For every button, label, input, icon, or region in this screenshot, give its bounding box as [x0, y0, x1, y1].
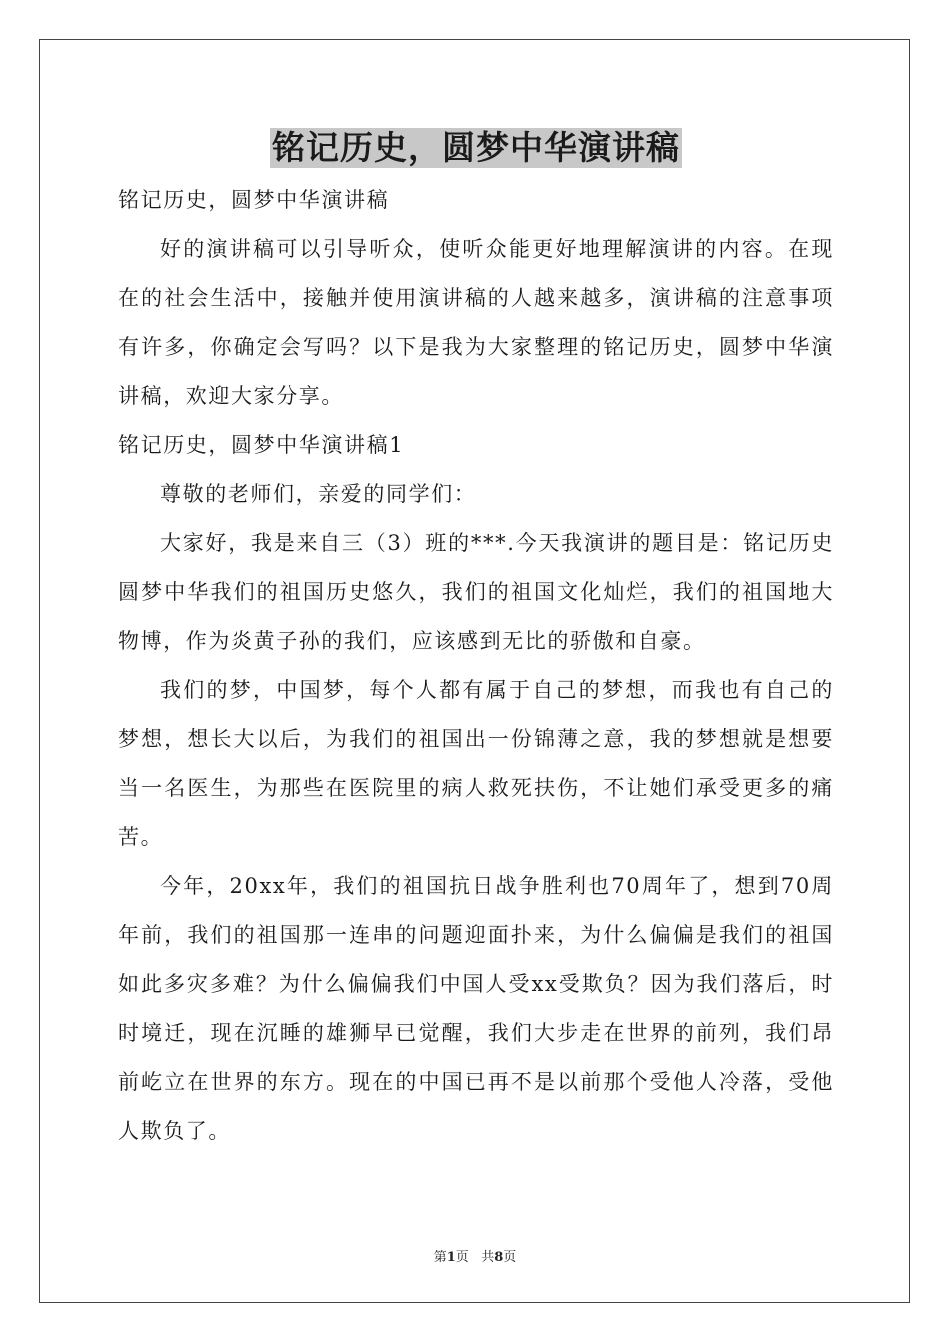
- document-title: [118, 126, 834, 170]
- document-title-text: 铭记历史，圆梦中华演讲稿: [272, 128, 680, 167]
- section-heading: 铭记历史，圆梦中华演讲稿1: [118, 433, 405, 457]
- document-body: [118, 126, 834, 1156]
- page-prefix: 第: [433, 1250, 447, 1265]
- total-prefix: 共: [481, 1250, 495, 1265]
- body-paragraph: 尊敬的老师们，亲爱的同学们：: [160, 482, 477, 506]
- page-footer: [0, 1246, 950, 1265]
- total-pages: 8: [494, 1250, 504, 1265]
- body-paragraph: 今年，20xx年，我们的祖国抗日战争胜利也70周年了，想到70周年前，我们的祖国那一连串的问题迎面扑来，为什么偏偏是我们的祖国如此多灾多难？为什么偏偏我们中国人受xx受欺负？因为我们落后，时时境迁，现在沉睡的雄狮早已觉醒，我们大步走在世界的前列，我们昂前屹立在世界的东方。现在的中国已再不是以前那个受他人冷落，受他人欺负了。: [118, 874, 834, 1143]
- page-number: 1: [446, 1250, 456, 1265]
- total-suffix: 页: [503, 1250, 517, 1265]
- body-paragraph: 大家好，我是来自三（3）班的***.今天我演讲的题目是：铭记历史圆梦中华我们的祖国历史悠久，我们的祖国文化灿烂，我们的祖国地大物博，作为炎黄子孙的我们，应该感到无比的骄傲和自豪。: [118, 531, 834, 653]
- document-subtitle: 铭记历史，圆梦中华演讲稿: [118, 188, 390, 212]
- page-suffix: 页: [455, 1250, 469, 1265]
- body-paragraph: 我们的梦，中国梦，每个人都有属于自己的梦想，而我也有自己的梦想，想长大以后，为我们的祖国出一份锦薄之意，我的梦想就是想要当一名医生，为那些在医院里的病人救死扶伤，不让她们承受更多的痛苦。: [118, 678, 834, 849]
- intro-paragraph: 好的演讲稿可以引导听众，使听众能更好地理解演讲的内容。在现在的社会生活中，接触并使用演讲稿的人越来越多，演讲稿的注意事项有许多，你确定会写吗？以下是我为大家整理的铭记历史，圆梦中华演讲稿，欢迎大家分享。: [118, 237, 834, 408]
